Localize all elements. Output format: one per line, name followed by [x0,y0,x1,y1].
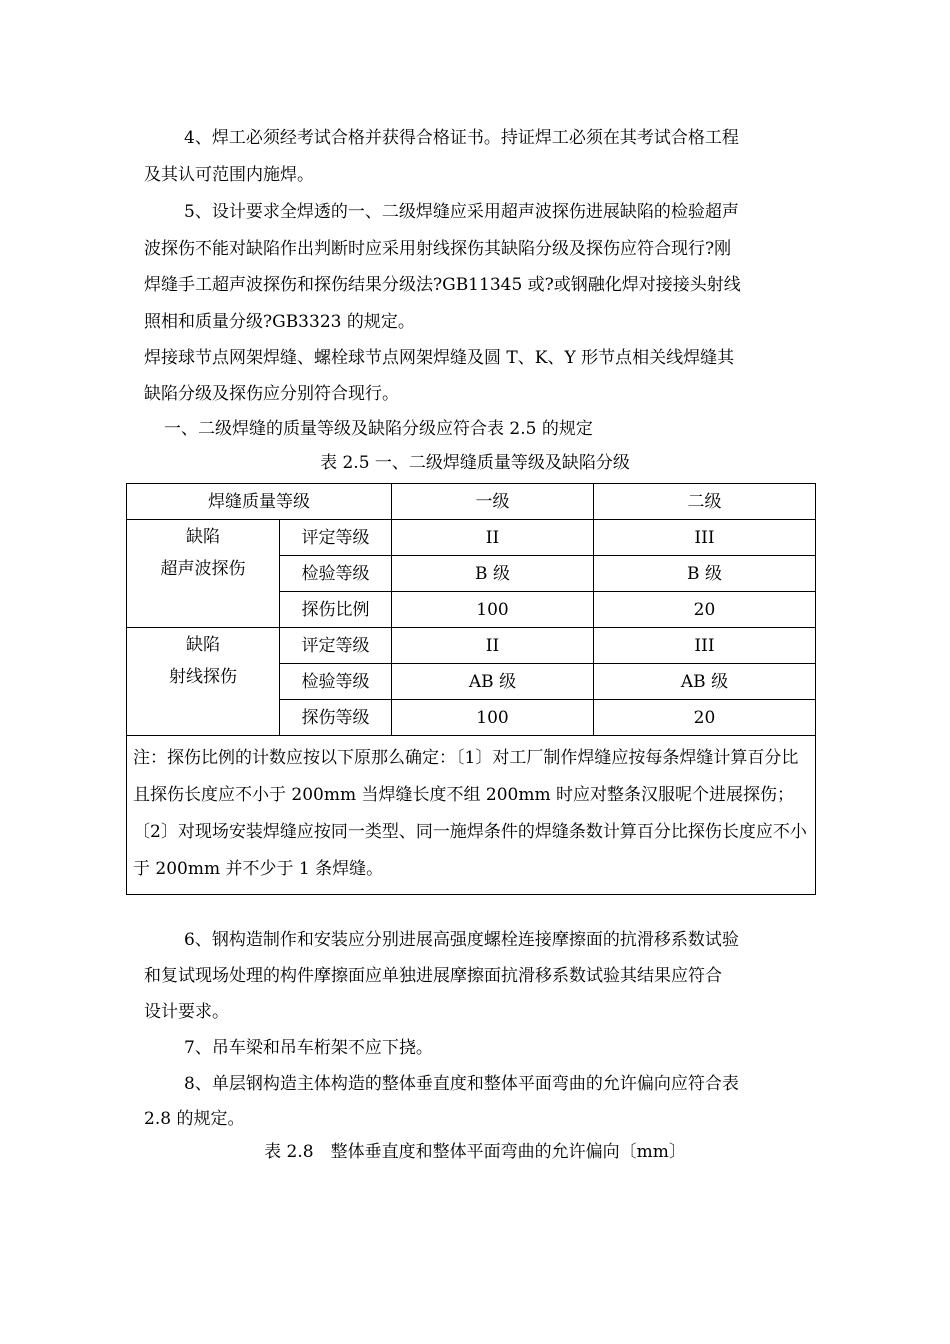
text-line: 及其认可范围内施焊。 [144,165,314,185]
table-note-row [127,736,816,895]
text-line: 设计要求。 [144,1002,229,1022]
table-cell: II [392,520,594,556]
table-cell: AB 级 [392,664,594,700]
group-label-radiographic: 缺陷 射线探伤 [127,628,280,736]
paragraph-7: 7、吊车梁和吊车桁架不应下挠。 [184,1038,433,1058]
text-line: 缺陷分级及探伤应分别符合现行。 [144,384,399,404]
table-cell: III [594,628,816,664]
table-cell: AB 级 [594,664,816,700]
table-cell: 20 [594,700,816,736]
table-cell: II [392,628,594,664]
table-cell: 探伤比例 [280,592,392,628]
group-label-ultrasonic: 缺陷 超声波探伤 [127,520,280,628]
paragraph-table-reference: 一、二级焊缝的质量等级及缺陷分级应符合表 2.5 的规定 [164,419,593,439]
table-cell: 检验等级 [280,556,392,592]
table-cell: 20 [594,592,816,628]
table-cell: 100 [392,592,594,628]
table-row [127,628,816,664]
table-cell: B 级 [392,556,594,592]
text-line: 5、设计要求全焊透的一、二级焊缝应采用超声波探伤进展缺陷的检验超声 [184,202,739,222]
header-cell: 二级 [594,484,816,520]
text-line: 照相和质量分级?GB3323 的规定。 [144,312,415,332]
text-line: 4、焊工必须经考试合格并获得合格证书。持证焊工必须在其考试合格工程 [184,128,739,148]
table-note: 注：探伤比例的计数应按以下原那么确定：〔1〕对工厂制作焊缝应按每条焊缝计算百分比且探伤长度应不小于 200mm 当焊缝长度不组 200mm 时应对整条汉服呢个进展探伤；〔2〕对现场安装焊缝应按同一类型、同一施焊条件的焊缝条数计算百分比探伤长度应不小于 200mm 并不少于 1 条焊缝。 [127,736,816,895]
table-2-8-caption: 表 2.8 整体垂直度和整体平面弯曲的允许偏向〔mm〕 [264,1142,686,1162]
header-cell: 焊缝质量等级 [127,484,392,520]
table-cell: 评定等级 [280,628,392,664]
text-line: 波探伤不能对缺陷作出判断时应采用射线探伤其缺陷分级及探伤应符合现行?刚 [144,239,732,259]
table-cell: B 级 [594,556,816,592]
table-2-5-caption: 表 2.5 一、二级焊缝质量等级及缺陷分级 [320,453,630,473]
table-cell: 评定等级 [280,520,392,556]
table-header-row [127,484,816,520]
text-line: 6、钢构造制作和安装应分别进展高强度螺栓连接摩擦面的抗滑移系数试验 [184,930,739,950]
text-line: 和复试现场处理的构件摩擦面应单独进展摩擦面抗滑移系数试验其结果应符合 [144,966,722,986]
table-row [127,520,816,556]
table-cell: III [594,520,816,556]
text-line: 焊缝手工超声波探伤和探伤结果分级法?GB11345 或?或钢融化焊对接接头射线 [144,275,741,295]
table-cell: 检验等级 [280,664,392,700]
text-line: 焊接球节点网架焊缝、螺栓球节点网架焊缝及圆 T、K、Y 形节点相关线焊缝其 [144,348,735,368]
table-2-5 [126,483,816,895]
table-cell: 100 [392,700,594,736]
header-cell: 一级 [392,484,594,520]
text-line: 8、单层钢构造主体构造的整体垂直度和整体平面弯曲的允许偏向应符合表 [184,1074,739,1094]
table-cell: 探伤等级 [280,700,392,736]
text-line: 2.8 的规定。 [144,1109,245,1129]
